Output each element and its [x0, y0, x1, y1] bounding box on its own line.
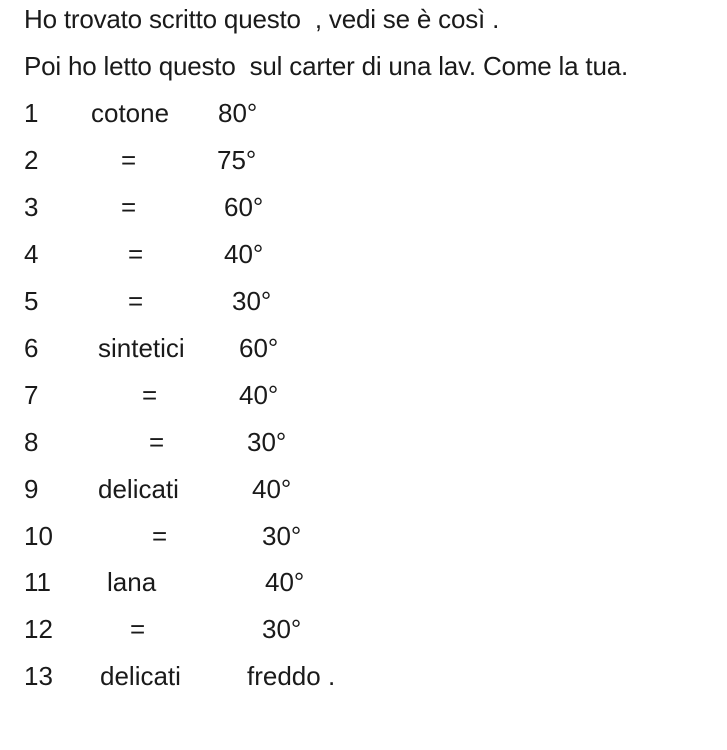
fabric-label: delicati [98, 474, 179, 504]
program-row-6 [0, 333, 727, 363]
program-row-7 [0, 380, 727, 410]
temperature-value: 80° [218, 98, 258, 128]
program-number: 10 [24, 521, 53, 551]
fabric-label: lana [107, 567, 157, 597]
fabric-label: delicati [100, 661, 181, 691]
fabric-label: cotone [91, 98, 170, 128]
program-number: 3 [24, 192, 39, 222]
fabric-label: = [152, 521, 168, 551]
program-row-2 [0, 145, 727, 175]
intro-line-2: Poi ho letto questo sul carter di una lav. Come la tua. [24, 51, 628, 81]
temperature-value: 40° [224, 239, 264, 269]
program-row-3 [0, 192, 727, 222]
fabric-label: = [128, 286, 144, 316]
program-row-4 [0, 239, 727, 269]
fabric-label: = [130, 614, 146, 644]
temperature-value: 30° [247, 427, 287, 457]
fabric-label: = [149, 427, 165, 457]
intro-line-1: Ho trovato scritto questo , vedi se è così . [24, 4, 500, 34]
temperature-value: 60° [224, 192, 264, 222]
temperature-value: 40° [252, 474, 292, 504]
program-number: 1 [24, 98, 39, 128]
program-number: 8 [24, 427, 39, 457]
fabric-label: sintetici [98, 333, 185, 363]
program-row-11 [0, 567, 727, 597]
program-row-12 [0, 614, 727, 644]
program-number: 7 [24, 380, 39, 410]
program-number: 13 [24, 661, 53, 691]
fabric-label: = [121, 192, 137, 222]
program-number: 2 [24, 145, 39, 175]
program-number: 5 [24, 286, 39, 316]
temperature-value: freddo . [247, 661, 336, 691]
temperature-value: 40° [239, 380, 279, 410]
program-row-8 [0, 427, 727, 457]
fabric-label: = [128, 239, 144, 269]
program-row-1 [0, 98, 727, 128]
temperature-value: 30° [232, 286, 272, 316]
temperature-value: 75° [217, 145, 257, 175]
program-row-5 [0, 286, 727, 316]
fabric-label: = [121, 145, 137, 175]
fabric-label: = [142, 380, 158, 410]
temperature-value: 30° [262, 614, 302, 644]
program-number: 4 [24, 239, 39, 269]
program-number: 9 [24, 474, 39, 504]
program-number: 11 [24, 567, 51, 597]
program-row-10 [0, 521, 727, 551]
program-number: 6 [24, 333, 39, 363]
program-number: 12 [24, 614, 53, 644]
program-row-13 [0, 661, 727, 691]
temperature-value: 40° [265, 567, 305, 597]
temperature-value: 60° [239, 333, 279, 363]
program-row-9 [0, 474, 727, 504]
temperature-value: 30° [262, 521, 302, 551]
